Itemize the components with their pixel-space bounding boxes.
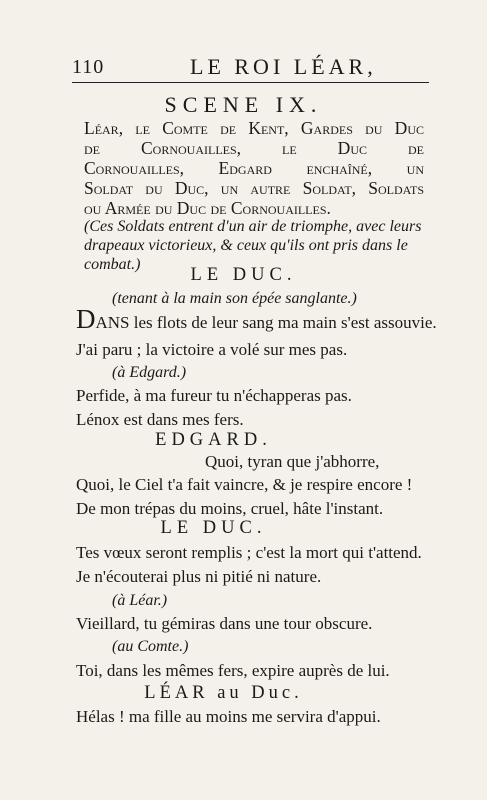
verse-text: ANS les flots de leur sang ma main s'est assouvie. xyxy=(95,313,437,332)
cast-list xyxy=(84,118,424,218)
page-header xyxy=(72,56,429,83)
cast-line: Soldat du Duc, un autre Soldat, Soldats xyxy=(84,178,424,198)
verse-line: J'ai paru ; la victoire a volé sur mes pas. xyxy=(76,340,348,359)
page-number: 110 xyxy=(72,56,105,78)
speaker-edgard: EDGARD. xyxy=(155,430,272,450)
cast-line: Cornouailles, Edgard enchaîné, un xyxy=(84,158,424,178)
verse-line: Hélas ! ma fille au moins me servira d'appui. xyxy=(76,707,381,726)
speaker-duc: LE DUC. xyxy=(160,518,267,538)
aside-direction: (au Comte.) xyxy=(112,638,189,655)
stage-direction-line: (Ces Soldats entrent d'un air de triomphe, avec leurs xyxy=(84,218,422,235)
stage-direction-line: combat.) xyxy=(84,256,141,273)
verse-line: Perfide, à ma fureur tu n'échapperas pas. xyxy=(76,386,352,405)
speaker-duc: LE DUC. xyxy=(190,265,297,285)
verse-line: Tes vœux seront remplis ; c'est la mort qui t'attend. xyxy=(76,543,422,562)
running-title: LE ROI LÉAR, xyxy=(190,54,377,79)
stage-direction-duc: (tenant à la main son épée sanglante.) xyxy=(112,290,357,307)
cast-line: ou Armée du Duc de Cornouailles. xyxy=(84,198,331,218)
verse-line: De mon trépas du moins, cruel, hâte l'instant. xyxy=(76,499,384,518)
scene-title: SCENE IX. xyxy=(164,92,323,117)
stage-direction-line: drapeaux victorieux, & ceux qu'ils ont pris dans le xyxy=(84,237,408,254)
cast-line: Léar, le Comte de Kent, Gardes du Duc xyxy=(84,118,424,138)
cast-line: de Cornouailles, le Duc de xyxy=(84,138,424,158)
verse-line: Quoi, tyran que j'abhorre, xyxy=(205,452,380,471)
verse-line: Vieillard, tu gémiras dans une tour obscure. xyxy=(76,614,373,633)
verse-line xyxy=(76,304,437,334)
drop-cap: D xyxy=(76,304,96,334)
verse-line: Quoi, le Ciel t'a fait vaincre, & je respire encore ! xyxy=(76,475,413,494)
speaker-lear: LÉAR au Duc. xyxy=(144,683,303,703)
aside-direction: (à Edgard.) xyxy=(112,364,187,381)
verse-line: Je n'écouterai plus ni pitié ni nature. xyxy=(76,567,322,586)
verse-line: Lénox est dans mes fers. xyxy=(76,410,244,429)
aside-direction: (à Léar.) xyxy=(112,592,168,609)
verse-line: Toi, dans les mêmes fers, expire auprès de lui. xyxy=(76,661,390,680)
